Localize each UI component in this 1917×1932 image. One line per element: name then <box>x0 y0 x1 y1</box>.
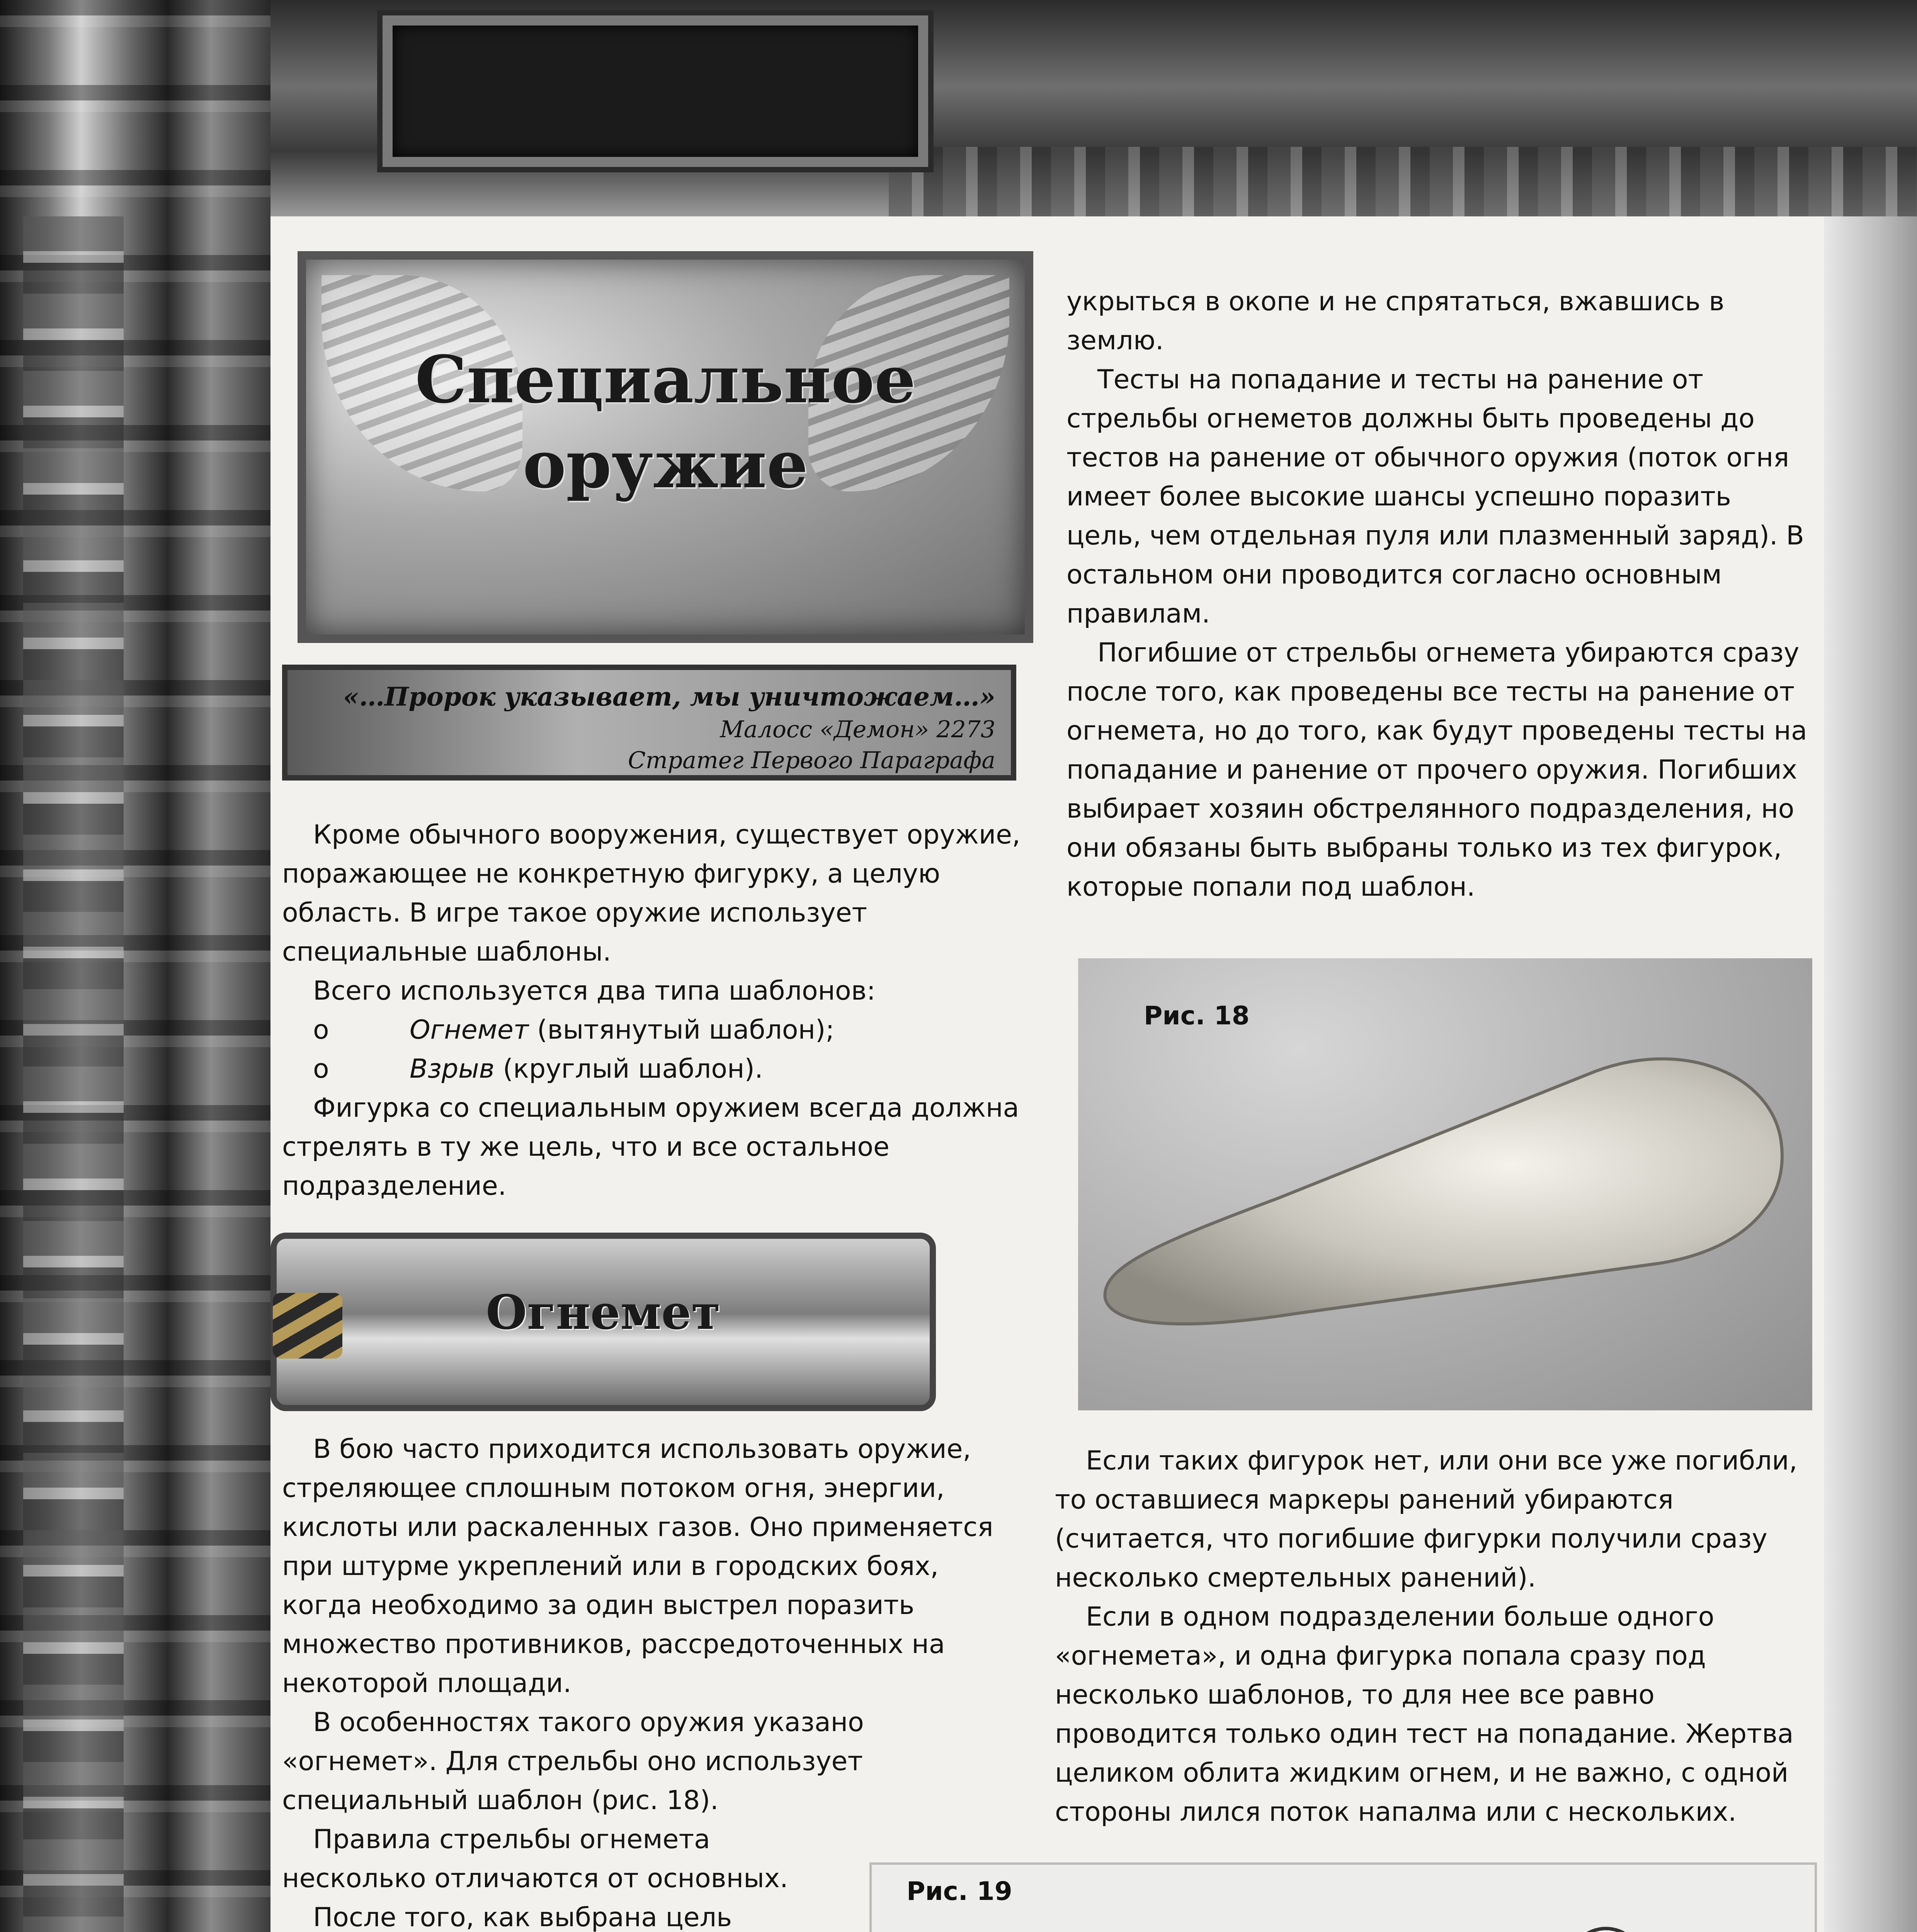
list-bullet: о <box>313 1015 329 1045</box>
list-item <box>282 1010 1024 1049</box>
paragraph: Фигурка со специальным оружием всегда должна стрелять в ту же цель, что и все остальное подразделение. <box>282 1093 1019 1201</box>
paragraph: укрыться в окопе и не спрятаться, вжавшись в землю. <box>1067 286 1725 356</box>
top-decorative-band <box>0 0 1917 216</box>
subsection-title: Огнемет <box>486 1284 721 1340</box>
right-column-top <box>1067 282 1812 906</box>
flamer-rules-text <box>282 1430 1024 1932</box>
list-item <box>282 1049 1024 1088</box>
figure-caption: Рис. 19 <box>907 1876 1012 1906</box>
left-pipe-column <box>23 216 124 1932</box>
paragraph: Тесты на попадание и тесты на ранение от стрельбы огнеметов должны быть проведены до тестов на ранение от обычного оружия (поток огня имеет более высокие шансы успешно поразить цель, чем отдельная пуля или плазменный заряд). В остальном они проводится согласно основным правилам. <box>1067 364 1804 629</box>
header-plate <box>383 15 928 167</box>
paragraph: В бою часто приходится использовать оружие, стреляющее сплошным потоком огня, энергии, кислоты или раскаленных газов. Оно применяется при штурме укреплений или в городских боях, когда необходимо за один выстрел поразить множество противников, рассредоточенных на некоторой площади. <box>282 1434 993 1699</box>
paragraph: Если в одном подразделении больше одного «огнемета», и одна фигурка попала сразу под несколько шаблонов, то для нее все равно проводится только один тест на попадание. Жертва целиком облита жидким огнем, и не важно, с одной стороны лился поток напалма или с нескольких. <box>1055 1602 1794 1827</box>
epigraph-role: Стратег Первого Параграфа <box>628 747 995 774</box>
paragraph: Кроме обычного вооружения, существует оружие, поражающее не конкретную фигурку, а целую область. В игре такое оружие использует специальные шаблоны. <box>282 820 1021 967</box>
section-heading-plate <box>298 251 1033 643</box>
intro-text <box>282 815 1024 1206</box>
figure-caption: Рис. 18 <box>1144 1001 1250 1031</box>
epigraph-author: Малосс «Демон» 2273 <box>720 716 995 743</box>
flamer-usage-illustration <box>872 1865 1815 1932</box>
paragraph: Погибшие от стрельбы огнемета убираются сразу после того, как проведены все тесты на ранение от огнемета, но до того, как будут проведены тесты на попадание и ранение от прочего оружия. Погибших выбирает хозяин обстрелянного подразделения, но они обязаны быть выбраны только из тех фигурок, которые попали под шаблон. <box>1067 638 1807 902</box>
paragraph: После того, как выбрана цель <box>313 1902 732 1932</box>
paragraph: Правила стрельбы огнемета несколько отличаются от основных. <box>282 1824 788 1894</box>
subsection-heading-plate <box>270 1233 936 1411</box>
paragraph: В особенностях такого оружия указано «огнемет». Для стрельбы оно использует специальный шаблон (рис. 18). <box>282 1707 864 1816</box>
right-column-middle <box>1055 1441 1812 1832</box>
paragraph: Всего используется два типа шаблонов: <box>313 976 876 1006</box>
right-page-edge <box>1824 216 1917 1932</box>
epigraph-quote: «…Пророк указывает, мы уничтожаем…» <box>343 682 995 712</box>
section-title: Специальное оружие <box>415 341 916 503</box>
epigraph <box>282 665 1016 781</box>
template-name: Взрыв <box>410 1054 495 1084</box>
template-desc: (круглый шаблон). <box>503 1054 763 1084</box>
template-name: Огнемет <box>410 1015 529 1045</box>
template-desc: (вытянутый шаблон); <box>537 1015 835 1045</box>
paragraph: Если таких фигурок нет, или они все уже погибли, то оставшиеся маркеры ранений убираются (считается, что погибшие фигурки получили сразу несколько смертельных ранений). <box>1055 1446 1798 1593</box>
list-bullet: о <box>313 1054 329 1084</box>
enemy-figure-icon <box>1384 1929 1728 1932</box>
figure-18 <box>1078 958 1812 1410</box>
figure-19 <box>869 1862 1817 1932</box>
